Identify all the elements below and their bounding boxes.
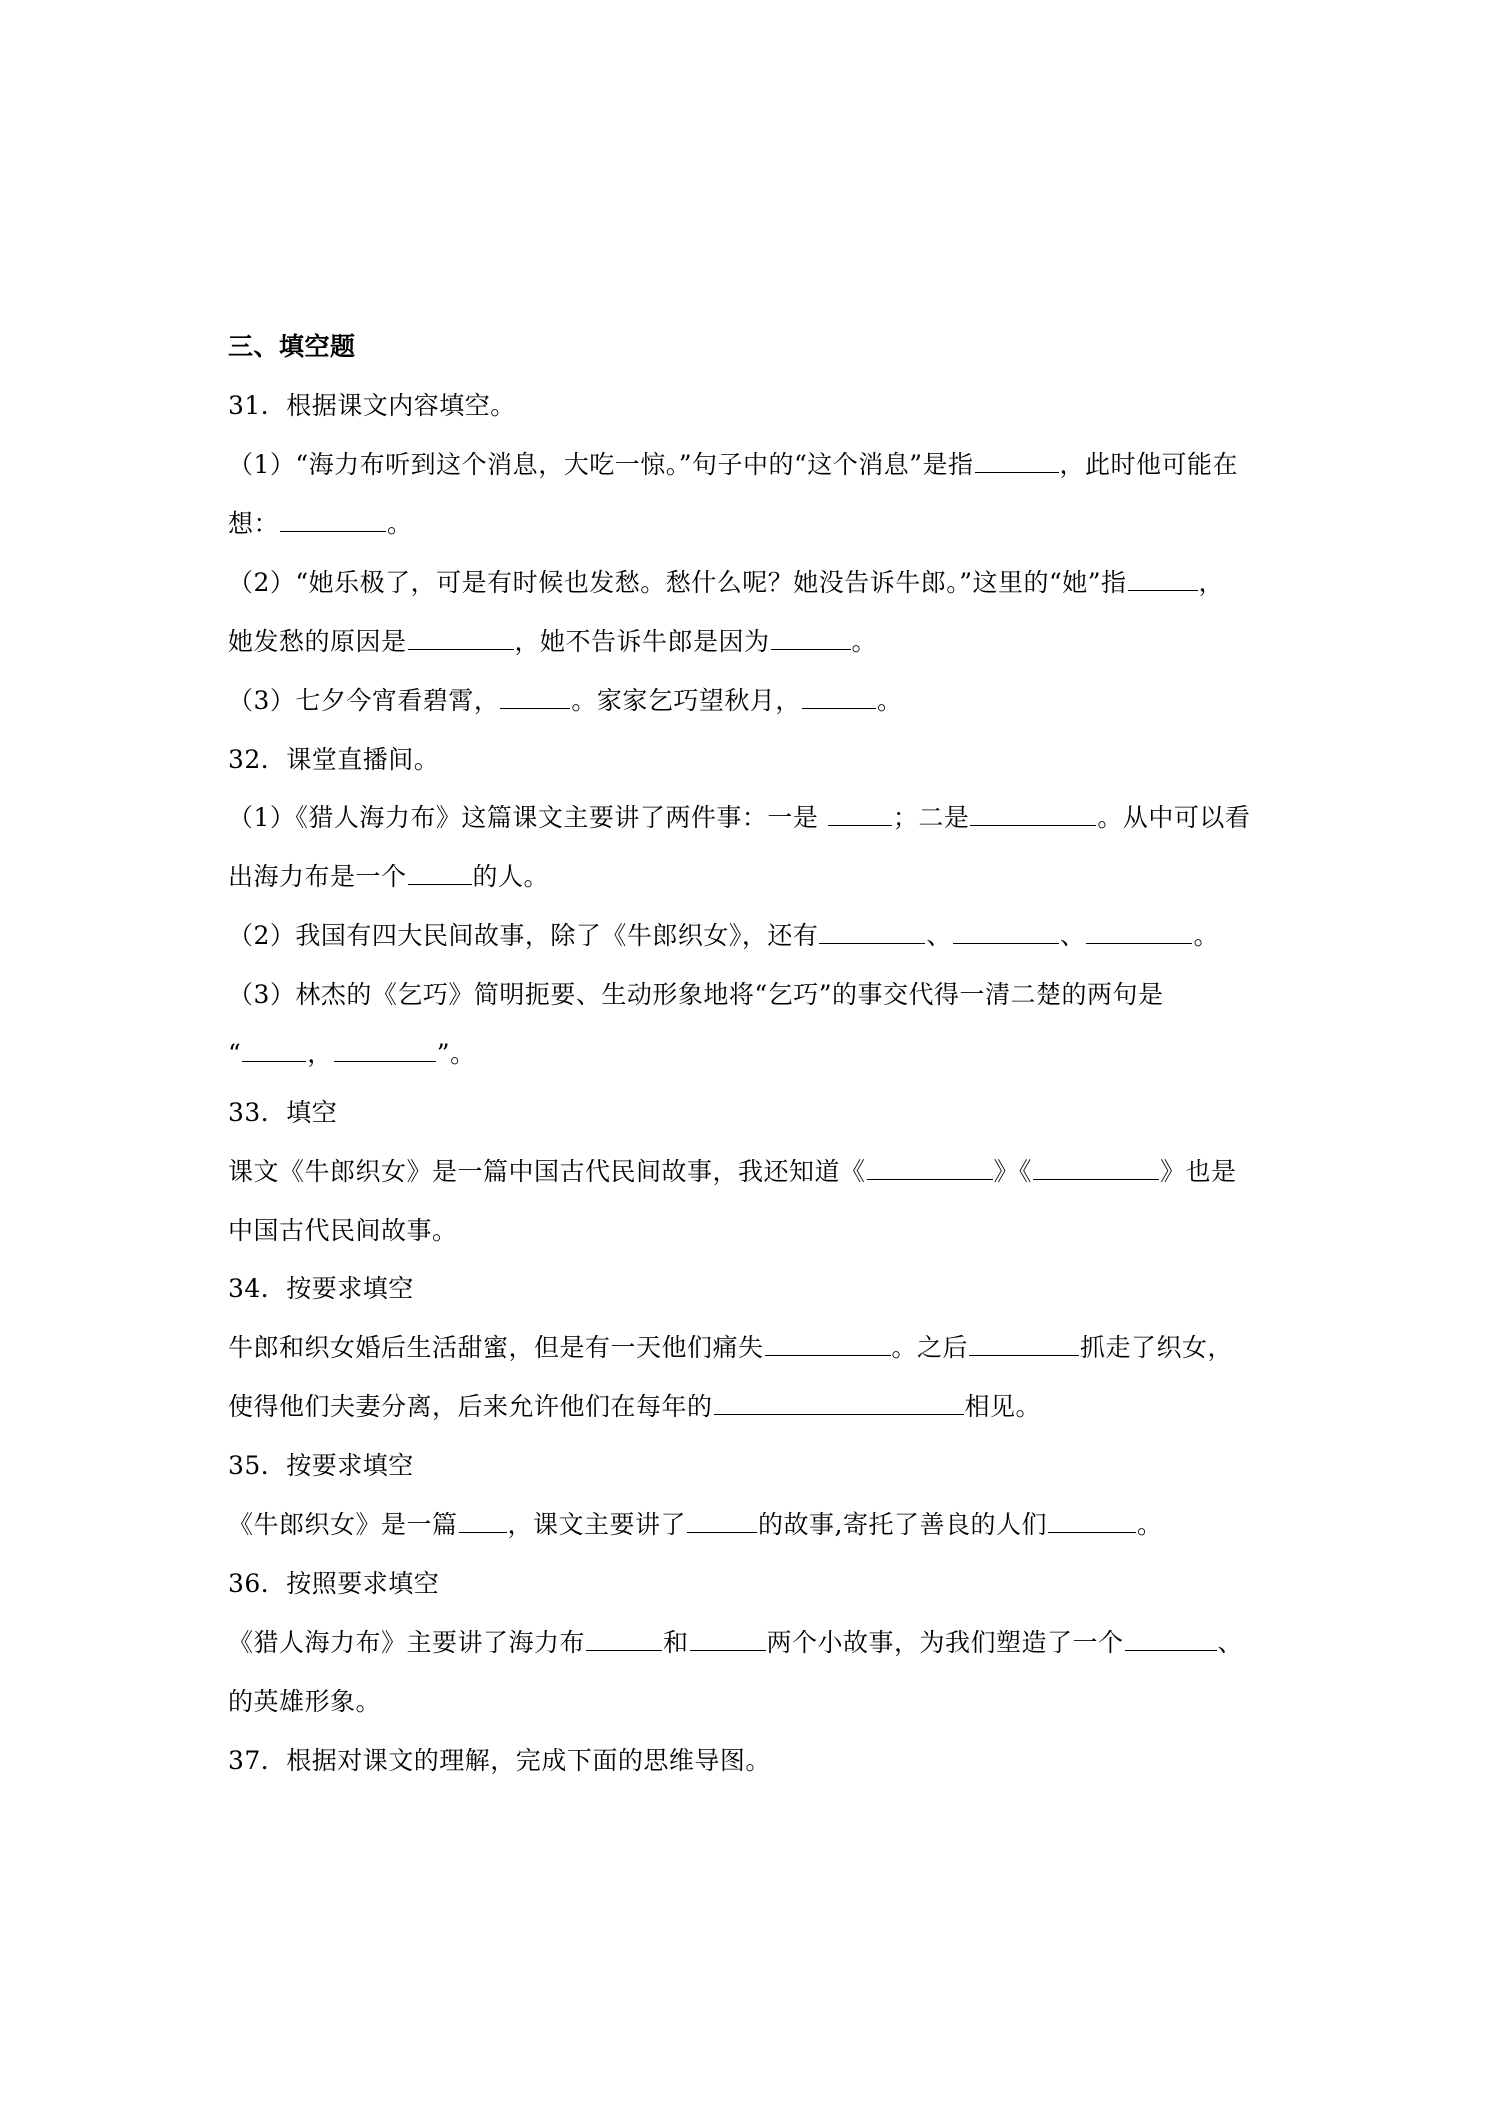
q32-part1-line2 xyxy=(228,860,549,894)
q31-title xyxy=(228,389,516,423)
q32-p2-text-b: 、 xyxy=(926,921,952,950)
section-title xyxy=(228,330,356,364)
q31-part3 xyxy=(228,684,902,718)
q36-blank-3[interactable] xyxy=(1125,1628,1217,1651)
q32-p3-blank-1[interactable] xyxy=(242,1039,306,1062)
q34-blank-1[interactable] xyxy=(765,1333,891,1356)
q31-p3-blank-1[interactable] xyxy=(500,686,570,709)
q33-title xyxy=(228,1096,337,1130)
q36-text-e: 的英雄形象。 xyxy=(228,1687,382,1716)
q36-text-d: 、 xyxy=(1217,1628,1244,1657)
q32-part1-line1 xyxy=(228,801,1250,835)
q34-line1 xyxy=(228,1331,1233,1365)
q34-text-e: 相见。 xyxy=(964,1392,1042,1421)
q35-blank-3[interactable] xyxy=(1048,1510,1136,1533)
q31-p1-blank-2[interactable] xyxy=(280,509,386,532)
q31-part1-line2 xyxy=(228,507,413,541)
q33-title-text: 33．填空 xyxy=(228,1098,338,1127)
q33-line1 xyxy=(228,1155,1237,1189)
q35-text-d: 。 xyxy=(1136,1510,1163,1539)
q32-p2-text-d: 。 xyxy=(1193,921,1219,950)
q32-p2-text-c: 、 xyxy=(1059,921,1086,950)
q31-title-text: 31．根据课文内容填空。 xyxy=(228,391,516,420)
q32-p2-blank-3[interactable] xyxy=(1086,921,1192,944)
q32-part3-line2 xyxy=(228,1037,476,1071)
q36-text-b: 和 xyxy=(663,1628,689,1657)
q32-title-text: 32．课堂直播间。 xyxy=(228,745,440,774)
q34-text-b: 。之后 xyxy=(891,1333,969,1362)
q32-part3-line1 xyxy=(228,978,1163,1012)
q32-p1-text-c: 。从中可以看 xyxy=(1097,803,1251,832)
q34-text-d: 使得他们夫妻分离，后来允许他们在每年的 xyxy=(228,1392,713,1421)
q32-p3-text-c: ， xyxy=(307,1039,333,1068)
q32-part2 xyxy=(228,919,1219,953)
q31-p1-text-b: ，此时他可能在 xyxy=(1059,450,1239,479)
q34-text-a: 牛郎和织女婚后生活甜蜜，但是有一天他们痛失 xyxy=(228,1333,764,1362)
q31-p1-text-d: 。 xyxy=(387,509,413,538)
q36-line2 xyxy=(228,1685,381,1719)
q31-p2-text-e: 。 xyxy=(851,627,878,656)
q36-blank-1[interactable] xyxy=(586,1628,662,1651)
q35-blank-2[interactable] xyxy=(687,1510,757,1533)
q32-p3-blank-2[interactable] xyxy=(334,1039,436,1062)
q34-blank-3[interactable] xyxy=(714,1392,964,1415)
q33-text-b: 》《 xyxy=(993,1157,1033,1186)
q31-p3-text-a: （3）七夕今宵看碧霄， xyxy=(228,686,500,715)
q32-p1-text-e: 的人。 xyxy=(472,862,550,891)
q31-p2-blank-1[interactable] xyxy=(1128,568,1198,591)
q32-p1-blank-3[interactable] xyxy=(408,862,472,885)
q31-p2-blank-3[interactable] xyxy=(771,627,851,650)
q35-text-c: 的故事,寄托了善良的人们 xyxy=(758,1510,1047,1539)
q31-p2-text-a: （2）“她乐极了，可是有时候也发愁。愁什么呢？她没告诉牛郎。”这里的“她”指 xyxy=(228,568,1127,597)
q36-blank-2[interactable] xyxy=(690,1628,766,1651)
q31-part2-line1 xyxy=(228,566,1224,600)
q32-p1-text-a: （1）《猎人海力布》这篇课文主要讲了两件事：一是 xyxy=(228,803,827,832)
q32-p2-blank-2[interactable] xyxy=(953,921,1059,944)
q35-title-text: 35．按要求填空 xyxy=(228,1451,414,1480)
q32-p1-text-b: ；二是 xyxy=(892,803,970,832)
q32-p1-blank-1[interactable] xyxy=(828,803,892,826)
q33-blank-2[interactable] xyxy=(1033,1157,1159,1180)
q35-title xyxy=(228,1449,414,1483)
q34-blank-2[interactable] xyxy=(969,1333,1079,1356)
q34-title-text: 34．按要求填空 xyxy=(228,1274,414,1303)
q32-p3-text-a: （3）林杰的《乞巧》简明扼要、生动形象地将“乞巧”的事交代得一清二楚的两句是 xyxy=(228,980,1164,1009)
q31-part2-line2 xyxy=(228,625,877,659)
q31-part1-line1 xyxy=(228,448,1238,482)
q31-p1-text-a: （1）“海力布听到这个消息，大吃一惊。”句子中的“这个消息”是指 xyxy=(228,450,974,479)
q32-p3-text-d: ”。 xyxy=(436,1039,476,1068)
q36-text-c: 两个小故事，为我们塑造了一个 xyxy=(766,1628,1124,1657)
q32-title xyxy=(228,743,439,777)
q36-line1 xyxy=(228,1626,1243,1660)
q31-p2-text-c: 她发愁的原因是 xyxy=(228,627,407,656)
q31-p3-text-b: 。家家乞巧望秋月， xyxy=(571,686,801,715)
q35-text-a: 《牛郎织女》是一篇 xyxy=(228,1510,458,1539)
section-title-text: 三、填空题 xyxy=(228,332,356,361)
q33-line2 xyxy=(228,1214,458,1248)
q36-text-a: 《猎人海力布》主要讲了海力布 xyxy=(228,1628,586,1657)
q36-title-text: 36．按照要求填空 xyxy=(228,1569,440,1598)
q34-title xyxy=(228,1272,414,1306)
q31-p2-blank-2[interactable] xyxy=(408,627,514,650)
q36-title xyxy=(228,1567,439,1601)
q34-line2 xyxy=(228,1390,1041,1424)
q31-p1-text-c: 想： xyxy=(228,509,280,538)
q32-p3-text-b: “ xyxy=(228,1039,242,1068)
q35-blank-1[interactable] xyxy=(459,1510,507,1533)
q33-blank-1[interactable] xyxy=(867,1157,993,1180)
q33-text-c: 》也是 xyxy=(1160,1157,1237,1186)
q31-p2-text-d: ，她不告诉牛郎是因为 xyxy=(514,627,770,656)
q35-text-b: ，课文主要讲了 xyxy=(507,1510,687,1539)
q31-p3-text-c: 。 xyxy=(876,686,903,715)
q32-p2-blank-1[interactable] xyxy=(819,921,925,944)
q37-title xyxy=(228,1744,771,1778)
q31-p2-text-b: ， xyxy=(1198,568,1225,597)
q31-p1-blank-1[interactable] xyxy=(975,450,1059,473)
q31-p3-blank-2[interactable] xyxy=(802,686,876,709)
q33-text-d: 中国古代民间故事。 xyxy=(228,1216,458,1245)
q32-p1-blank-2[interactable] xyxy=(970,803,1096,826)
q37-title-text: 37．根据对课文的理解，完成下面的思维导图。 xyxy=(228,1746,771,1775)
q33-text-a: 课文《牛郎织女》是一篇中国古代民间故事，我还知道《 xyxy=(228,1157,866,1186)
q32-p2-text-a: （2）我国有四大民间故事，除了《牛郎织女》，还有 xyxy=(228,921,819,950)
q34-text-c: 抓走了织女， xyxy=(1080,1333,1234,1362)
q32-p1-text-d: 出海力布是一个 xyxy=(228,862,407,891)
q35-line1 xyxy=(228,1508,1163,1542)
